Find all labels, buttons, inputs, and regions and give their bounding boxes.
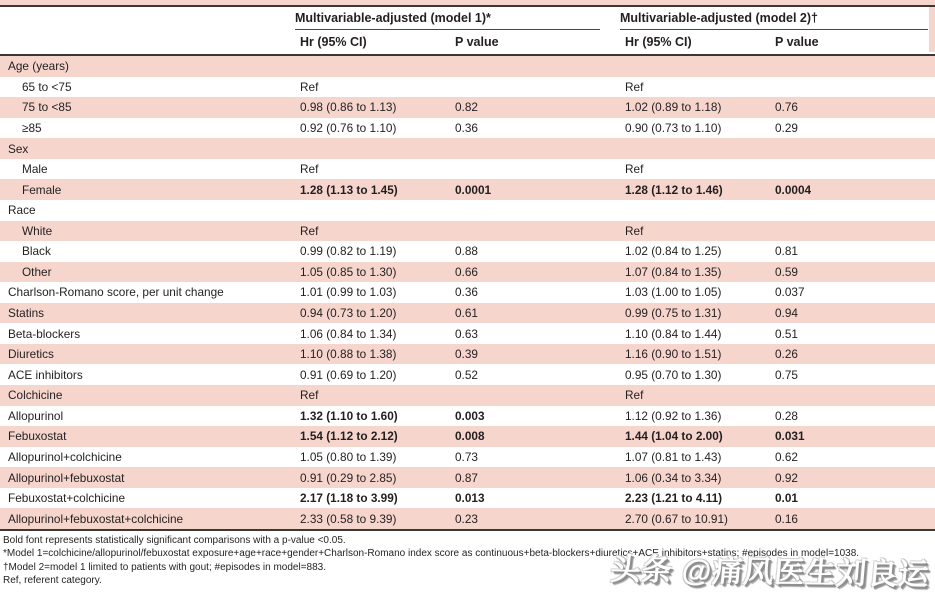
cell-p-model1: 0.36: [455, 120, 478, 135]
cell-p-model1: 0.88: [455, 244, 478, 259]
cell-p-model1: 0.39: [455, 347, 478, 362]
column-header-hr-model2: Hr (95% CI): [625, 35, 692, 49]
footnote-model2: †Model 2=model 1 limited to patients with gout; #episodes in model=883.: [3, 561, 326, 573]
group-header-model1: Multivariable-adjusted (model 1)*: [295, 11, 600, 30]
group-header-model2: Multivariable-adjusted (model 2)†: [620, 11, 928, 30]
cell-hr-model1: Ref: [300, 223, 319, 238]
cell-p-model2: 0.037: [775, 285, 805, 300]
row-label: Black: [22, 244, 51, 259]
table-row: [0, 344, 935, 365]
footnote-model1: *Model 1=colchicine/allopurinol/febuxostat exposure+age+race+gender+Charlson-Romano index score as continuous+beta-blockers+diuretics+ACE inhibitors+statins; #episodes in model=1038.: [3, 548, 860, 560]
cell-p-model2: 0.26: [775, 347, 798, 362]
row-label: Allopurinol: [8, 408, 64, 423]
watermark-text: 头条 @痛风医生刘良运: [609, 553, 932, 592]
cell-hr-model1: 0.94 (0.73 to 1.20): [300, 306, 397, 321]
cell-hr-model1: 0.92 (0.76 to 1.10): [300, 120, 397, 135]
group-header-row: [0, 7, 935, 30]
cell-hr-model1: 1.32 (1.10 to 1.60): [300, 408, 398, 423]
cell-p-model2: 0.62: [775, 449, 798, 464]
table-row: [0, 488, 935, 509]
cell-p-model1: 0.013: [455, 491, 485, 506]
table-body: [0, 56, 935, 529]
cell-p-model1: 0.63: [455, 326, 478, 341]
cell-p-model2: 0.29: [775, 120, 798, 135]
cell-p-model2: 0.0004: [775, 182, 812, 197]
cell-p-model1: 0.82: [455, 100, 478, 115]
cell-hr-model1: 0.91 (0.29 to 2.85): [300, 470, 397, 485]
table-row: [0, 385, 935, 406]
cell-hr-model2: Ref: [625, 79, 644, 94]
cell-p-model2: 0.81: [775, 244, 798, 259]
cell-p-model1: 0.36: [455, 285, 478, 300]
row-label: Allopurinol+colchicine: [8, 449, 122, 464]
cell-p-model1: 0.52: [455, 367, 478, 382]
row-label: Age (years): [8, 59, 69, 74]
cell-hr-model1: 1.54 (1.12 to 2.12): [300, 429, 398, 444]
cell-hr-model2: 0.95 (0.70 to 1.30): [625, 367, 722, 382]
table-row: [0, 467, 935, 488]
cell-p-model1: 0.23: [455, 511, 478, 526]
cell-hr-model1: 0.98 (0.86 to 1.13): [300, 100, 397, 115]
column-header-row: [0, 30, 935, 54]
table-row: [0, 406, 935, 427]
cell-hr-model1: Ref: [300, 79, 319, 94]
section-row: [0, 56, 935, 77]
footnote-bold: Bold font represents statistically significant comparisons with a p-value <0.05.: [3, 534, 346, 546]
row-label: Allopurinol+febuxostat+colchicine: [8, 511, 184, 526]
cell-hr-model2: Ref: [625, 162, 644, 177]
row-label: ≥85: [22, 120, 42, 135]
cell-hr-model2: 1.16 (0.90 to 1.51): [625, 347, 722, 362]
cell-hr-model2: 0.90 (0.73 to 1.10): [625, 120, 722, 135]
cell-p-model2: 0.94: [775, 306, 798, 321]
cell-hr-model2: 1.07 (0.81 to 1.43): [625, 449, 722, 464]
row-label: White: [22, 223, 53, 238]
cell-p-model2: 0.031: [775, 429, 805, 444]
row-label: Diuretics: [8, 347, 54, 362]
cell-p-model2: 0.59: [775, 264, 798, 279]
table-row: [0, 97, 935, 118]
table-row: [0, 221, 935, 242]
cell-hr-model1: 2.17 (1.18 to 3.99): [300, 491, 398, 506]
table-row: [0, 508, 935, 529]
cell-hr-model2: 1.02 (0.89 to 1.18): [625, 100, 722, 115]
table-row: [0, 77, 935, 98]
cell-hr-model1: 1.06 (0.84 to 1.34): [300, 326, 397, 341]
header-right-pink-edge: [929, 7, 935, 52]
cell-hr-model2: 1.02 (0.84 to 1.25): [625, 244, 722, 259]
footnote-ref: Ref, referent category.: [3, 575, 102, 587]
cell-hr-model2: 1.07 (0.84 to 1.35): [625, 264, 722, 279]
cell-hr-model1: 1.05 (0.85 to 1.30): [300, 264, 397, 279]
section-row: [0, 200, 935, 221]
cell-p-model2: 0.28: [775, 408, 798, 423]
column-header-p-model2: P value: [775, 35, 819, 49]
row-label: Colchicine: [8, 388, 63, 403]
cell-p-model2: 0.76: [775, 100, 798, 115]
cell-p-model1: 0.66: [455, 264, 478, 279]
cell-hr-model1: 1.28 (1.13 to 1.45): [300, 182, 398, 197]
table-row: [0, 159, 935, 180]
row-label: Race: [8, 203, 36, 218]
cell-hr-model2: 1.03 (1.00 to 1.05): [625, 285, 722, 300]
cell-p-model1: 0.003: [455, 408, 485, 423]
cell-hr-model2: 1.10 (0.84 to 1.44): [625, 326, 722, 341]
table-row: [0, 282, 935, 303]
cell-hr-model1: 0.99 (0.82 to 1.19): [300, 244, 397, 259]
row-label: Male: [22, 162, 48, 177]
cell-hr-model1: 0.91 (0.69 to 1.20): [300, 367, 397, 382]
cell-p-model1: 0.0001: [455, 182, 492, 197]
cell-hr-model1: 1.05 (0.80 to 1.39): [300, 449, 397, 464]
row-label: Statins: [8, 306, 45, 321]
row-label: Other: [22, 264, 52, 279]
cell-hr-model2: 1.28 (1.12 to 1.46): [625, 182, 723, 197]
cell-p-model1: 0.73: [455, 449, 478, 464]
cell-p-model1: 0.61: [455, 306, 478, 321]
row-label: Beta-blockers: [8, 326, 81, 341]
cell-p-model1: 0.008: [455, 429, 485, 444]
column-header-p-model1: P value: [455, 35, 499, 49]
cell-p-model2: 0.92: [775, 470, 798, 485]
cell-hr-model2: 1.06 (0.34 to 3.34): [625, 470, 722, 485]
cell-hr-model2: 1.44 (1.04 to 2.00): [625, 429, 723, 444]
row-label: Febuxostat: [8, 429, 67, 444]
table-row: [0, 426, 935, 447]
row-label: Allopurinol+febuxostat: [8, 470, 125, 485]
cell-hr-model2: Ref: [625, 223, 644, 238]
cell-hr-model1: 1.01 (0.99 to 1.03): [300, 285, 397, 300]
cell-hr-model1: 2.33 (0.58 to 9.39): [300, 511, 397, 526]
table-row: [0, 262, 935, 283]
table-row: [0, 179, 935, 200]
row-label: ACE inhibitors: [8, 367, 83, 382]
cell-hr-model1: Ref: [300, 162, 319, 177]
cell-hr-model2: 2.70 (0.67 to 10.91): [625, 511, 728, 526]
table-row: [0, 241, 935, 262]
table-row: [0, 364, 935, 385]
cell-p-model2: 0.16: [775, 511, 798, 526]
row-label: Sex: [8, 141, 29, 156]
table-row: [0, 323, 935, 344]
row-label: Female: [22, 182, 62, 197]
cell-p-model2: 0.01: [775, 491, 798, 506]
cell-p-model2: 0.51: [775, 326, 798, 341]
row-label: 65 to <75: [22, 79, 72, 94]
cell-hr-model2: 1.12 (0.92 to 1.36): [625, 408, 722, 423]
row-label: Charlson-Romano score, per unit change: [8, 285, 224, 300]
cell-hr-model2: Ref: [625, 388, 644, 403]
table-row: [0, 447, 935, 468]
cell-hr-model2: 0.99 (0.75 to 1.31): [625, 306, 722, 321]
section-row: [0, 138, 935, 159]
column-header-hr-model1: Hr (95% CI): [300, 35, 367, 49]
row-label: Febuxostat+colchicine: [8, 491, 126, 506]
cell-hr-model1: Ref: [300, 388, 319, 403]
cell-p-model1: 0.87: [455, 470, 478, 485]
cell-hr-model2: 2.23 (1.21 to 4.11): [625, 491, 723, 506]
row-label: 75 to <85: [22, 100, 72, 115]
table-row: [0, 118, 935, 139]
cell-p-model2: 0.75: [775, 367, 798, 382]
table-row: [0, 303, 935, 324]
cell-hr-model1: 1.10 (0.88 to 1.38): [300, 347, 397, 362]
